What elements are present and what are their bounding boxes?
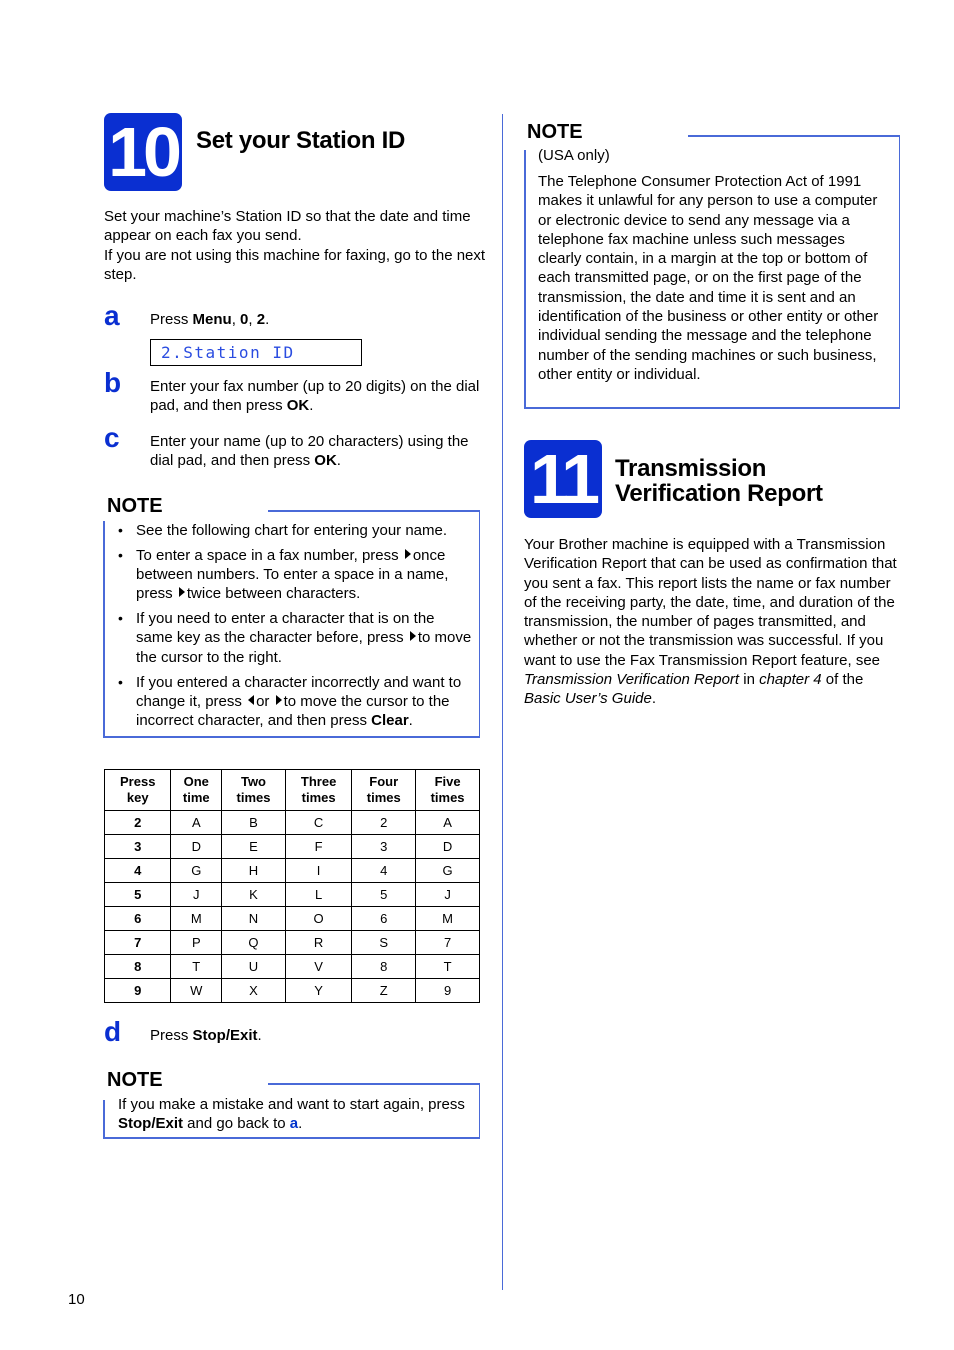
- note-bullet: • If you entered a character incorrectly and want to change it, press or to move the cursor to the incorrect character, and then press Clear.: [118, 673, 474, 731]
- note-rule-left: [524, 150, 526, 409]
- chart-row: [105, 883, 480, 907]
- chart-char-cell: C: [285, 811, 351, 835]
- chart-char-cell: T: [171, 955, 222, 979]
- chart-row: [105, 979, 480, 1003]
- chart-char-cell: Z: [352, 979, 416, 1003]
- chart-row: [105, 907, 480, 931]
- note-bullet: • See the following chart for entering your name.: [118, 521, 474, 540]
- column-divider: [502, 114, 503, 1290]
- chart-key-cell: 4: [105, 859, 171, 883]
- chart-char-cell: H: [222, 859, 286, 883]
- chart-header-cell: Four times: [352, 770, 416, 811]
- chart-char-cell: X: [222, 979, 286, 1003]
- substep-b-text: Enter your fax number (up to 20 digits) on the dial pad, and then press OK.: [150, 378, 480, 415]
- lcd-display: 2.Station ID: [150, 339, 362, 366]
- chart-char-cell: W: [171, 979, 222, 1003]
- substep-letter-d: d: [104, 1016, 122, 1047]
- page-number: 10: [68, 1291, 85, 1308]
- chart-char-cell: Y: [285, 979, 351, 1003]
- substep-letter-b: b: [104, 367, 122, 398]
- note-label: NOTE: [107, 1069, 163, 1091]
- note-rule-bottom: [103, 1137, 480, 1139]
- substep-d-text: Press Stop/Exit.: [150, 1027, 262, 1044]
- substep-a-text: Press Menu, 0, 2.: [150, 311, 270, 328]
- note-rule-right: [479, 1083, 480, 1138]
- note-rule-top: [268, 510, 480, 512]
- chart-char-cell: 9: [416, 979, 480, 1003]
- note-rule-bottom: [103, 736, 480, 738]
- chart-char-cell: Q: [222, 931, 286, 955]
- note-bullet: • To enter a space in a fax number, press once between numbers. To enter a space in a name, press twice between characters.: [118, 546, 474, 604]
- note-rule-left: [103, 1100, 105, 1138]
- chart-key-cell: 8: [105, 955, 171, 979]
- character-chart: [104, 769, 480, 1003]
- step-number-badge: 11: [524, 440, 602, 518]
- chart-char-cell: P: [171, 931, 222, 955]
- chart-key-cell: 3: [105, 835, 171, 859]
- chart-row: [105, 811, 480, 835]
- note-rule-top: [268, 1083, 480, 1085]
- substep-c-text: Enter your name (up to 20 characters) using the dial pad, and then press OK.: [150, 433, 469, 470]
- left-arrow-icon: [248, 695, 254, 705]
- chart-char-cell: S: [352, 931, 416, 955]
- chart-char-cell: M: [171, 907, 222, 931]
- chart-char-cell: E: [222, 835, 286, 859]
- chart-header-cell: Press key: [105, 770, 171, 811]
- note-content: If you make a mistake and want to start again, press Stop/Exit and go back to a.: [118, 1096, 465, 1133]
- chart-char-cell: G: [416, 859, 480, 883]
- step-title: Set your Station ID: [196, 127, 405, 154]
- right-arrow-icon: [410, 631, 416, 641]
- step-number-badge: 10: [104, 113, 182, 191]
- chart-char-cell: F: [285, 835, 351, 859]
- chart-char-cell: J: [416, 883, 480, 907]
- chart-char-cell: O: [285, 907, 351, 931]
- note-usa-sub: (USA only): [538, 147, 610, 164]
- right-arrow-icon: [405, 549, 411, 559]
- chart-char-cell: 8: [352, 955, 416, 979]
- chart-header-cell: Five times: [416, 770, 480, 811]
- chart-char-cell: 7: [416, 931, 480, 955]
- chart-char-cell: D: [416, 835, 480, 859]
- note-content: [118, 521, 474, 736]
- chart-char-cell: 4: [352, 859, 416, 883]
- chart-row: [105, 835, 480, 859]
- chart-char-cell: B: [222, 811, 286, 835]
- note-label: NOTE: [527, 121, 583, 143]
- chart-char-cell: U: [222, 955, 286, 979]
- chart-char-cell: A: [416, 811, 480, 835]
- chart-key-cell: 7: [105, 931, 171, 955]
- chart-row: [105, 859, 480, 883]
- note-bullet: • If you need to enter a character that is on the same key as the character before, press to move the cursor to the right.: [118, 609, 474, 667]
- chart-char-cell: M: [416, 907, 480, 931]
- substep-letter-c: c: [104, 422, 120, 453]
- chart-header-cell: One time: [171, 770, 222, 811]
- step11-body: Your Brother machine is equipped with a Transmission Verification Report that can be used as confirmation that you sent a fax. This report lists the name or fax number of the receiving party, the date, time, and duration of the transmission, the number of pages transmitted, and whether or not the transmission was successful. If you want to use the Fax Transmission Report feature, see Transmission Verification Report in chapter 4 of the Basic User’s Guide.: [524, 536, 897, 708]
- chart-char-cell: I: [285, 859, 351, 883]
- chart-char-cell: D: [171, 835, 222, 859]
- right-arrow-icon: [179, 587, 185, 597]
- chart-char-cell: R: [285, 931, 351, 955]
- chart-char-cell: L: [285, 883, 351, 907]
- substep-letter-a: a: [104, 300, 120, 331]
- chart-char-cell: K: [222, 883, 286, 907]
- note-rule-right: [899, 135, 900, 408]
- chart-char-cell: G: [171, 859, 222, 883]
- chart-char-cell: A: [171, 811, 222, 835]
- chart-char-cell: J: [171, 883, 222, 907]
- chart-header-row: [105, 770, 480, 811]
- chart-key-cell: 6: [105, 907, 171, 931]
- chart-key-cell: 9: [105, 979, 171, 1003]
- chart-key-cell: 5: [105, 883, 171, 907]
- chart-row: [105, 955, 480, 979]
- chart-row: [105, 931, 480, 955]
- step-intro: Set your machine’s Station ID so that the date and time appear on each fax you send. If you are not using this machine for faxing, go to the next step.: [104, 208, 486, 283]
- chart-char-cell: 3: [352, 835, 416, 859]
- note-rule-right: [479, 510, 480, 737]
- chart-char-cell: 6: [352, 907, 416, 931]
- chart-header-cell: Three times: [285, 770, 351, 811]
- chart-char-cell: V: [285, 955, 351, 979]
- chart-char-cell: T: [416, 955, 480, 979]
- note-rule-top: [688, 135, 900, 137]
- step-title: Transmission Verification Report: [615, 455, 823, 507]
- chart-char-cell: N: [222, 907, 286, 931]
- chart-char-cell: 2: [352, 811, 416, 835]
- note-rule-bottom: [524, 407, 900, 409]
- right-arrow-icon: [276, 695, 282, 705]
- chart-header-cell: Two times: [222, 770, 286, 811]
- chart-char-cell: 5: [352, 883, 416, 907]
- note-label: NOTE: [107, 495, 163, 517]
- chart-key-cell: 2: [105, 811, 171, 835]
- note-usa-body: The Telephone Consumer Protection Act of 1991 makes it unlawful for any person to use a computer or electronic device to send any message via a telephone fax machine unless such messages clearly contain, in a margin at the top or bottom of each transmitted page, or on the first page of the transmission, the date and time it is sent and an identification of the business or other entity or other individual sending the message and the telephone number of the sending machines or such business, other entity or individual.: [538, 173, 879, 383]
- note-rule-left: [103, 521, 105, 738]
